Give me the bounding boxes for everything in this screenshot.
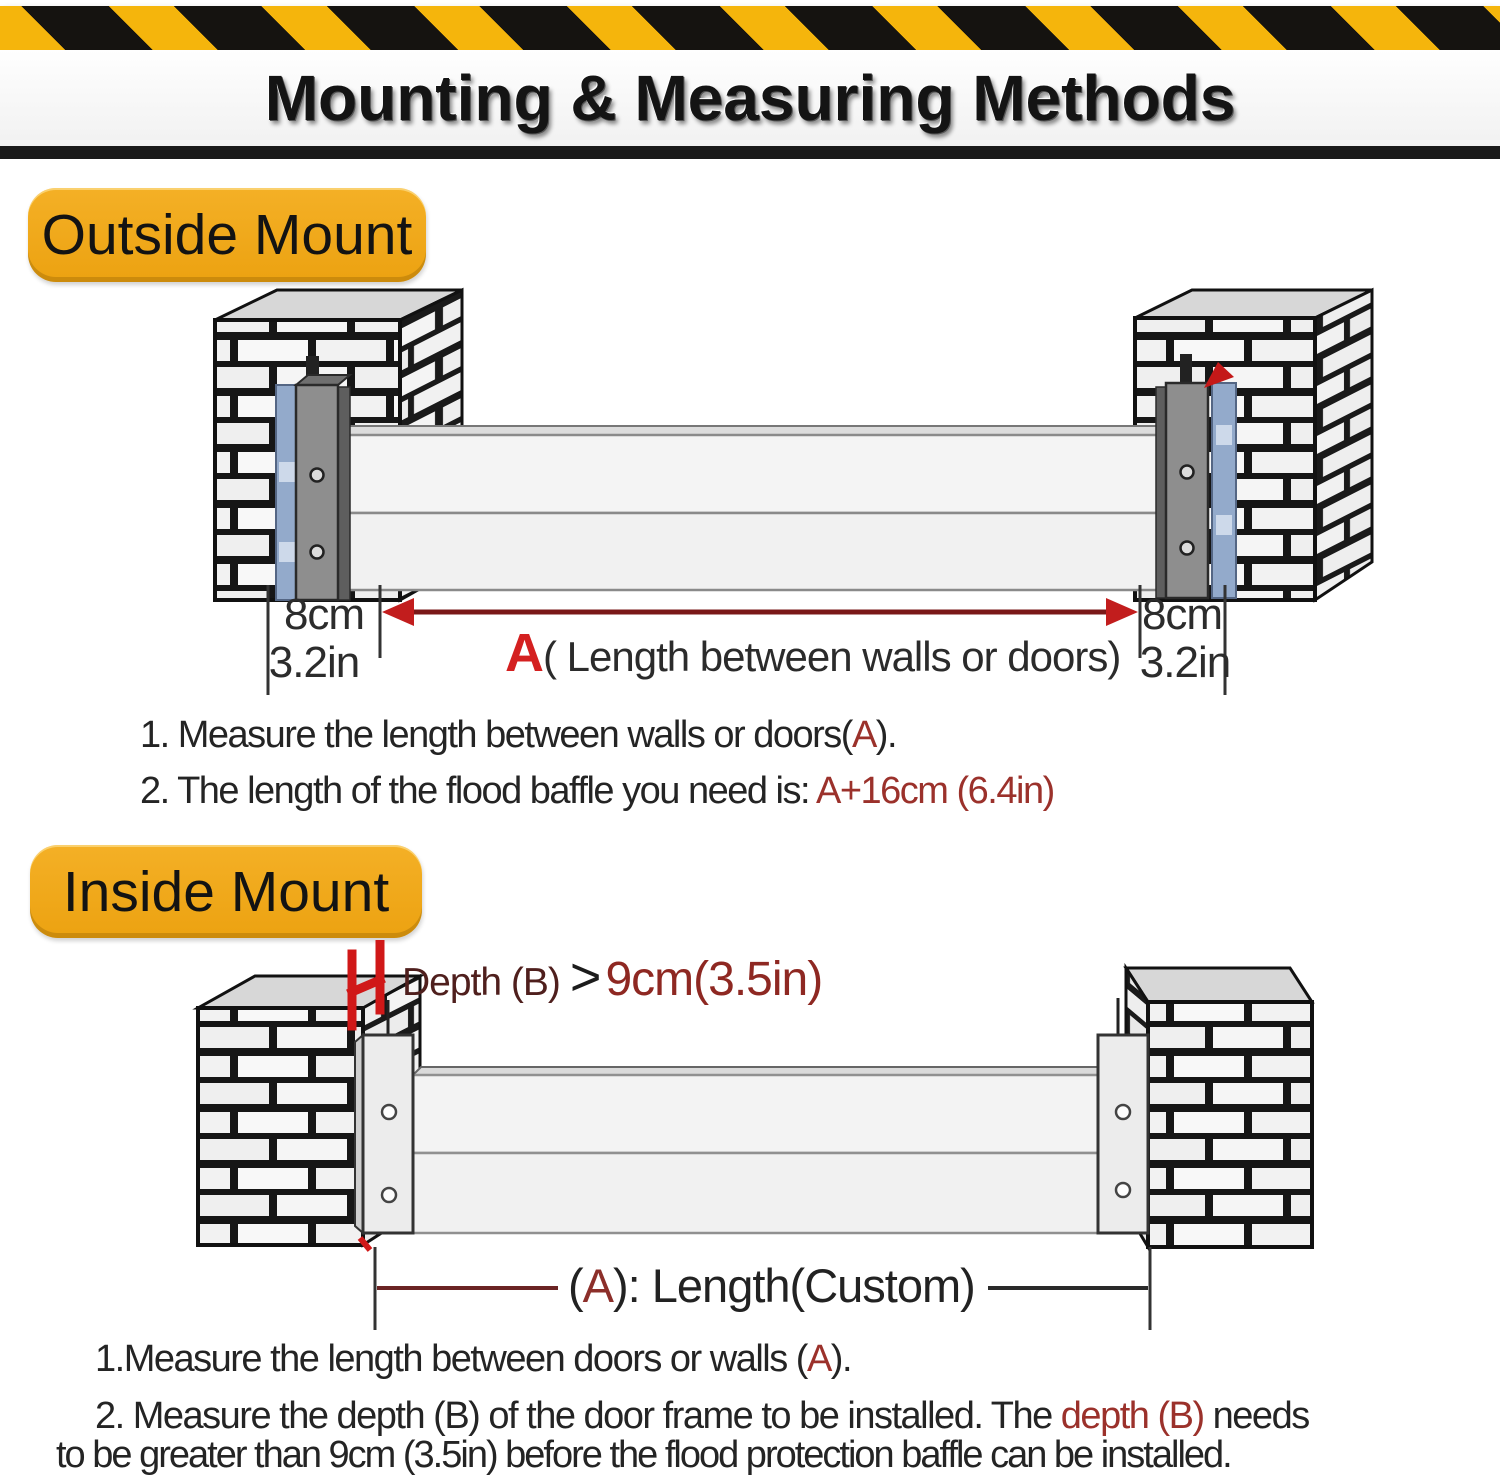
- right-mounting-channel: [1156, 383, 1208, 598]
- inside-step-3: to be greater than 9cm (3.5in) before the flood protection baffle can be installed.: [56, 1434, 1231, 1476]
- outside-step-1: 1. Measure the length between walls or doors(A).: [140, 714, 897, 756]
- span-label-a: A: [505, 623, 543, 683]
- screw-hole: [311, 546, 324, 559]
- page-title: Mounting & Measuring Methods: [264, 62, 1236, 134]
- outside-step-2: 2. The length of the flood baffle you need is: A+16cm (6.4in): [140, 770, 1054, 812]
- inside-barrier-panels: [413, 1067, 1106, 1233]
- arrowhead-left-icon: [382, 598, 414, 626]
- screw-hole: [1181, 542, 1194, 555]
- screw-hole: [1181, 466, 1194, 479]
- outside-mount-badge-label: Outside Mount: [41, 203, 413, 267]
- outside-right-offset-cm: 8cm: [1141, 590, 1223, 639]
- left-gasket-strip: [276, 385, 298, 600]
- right-wall-slot: [1180, 354, 1192, 386]
- outside-left-offset-in: 3.2in: [268, 638, 360, 687]
- inside-mount-badge-label: Inside Mount: [62, 859, 390, 924]
- inside-step-2: 2. Measure the depth (B) of the door frame to be installed. The depth (B) needs: [95, 1395, 1309, 1437]
- right-gasket-strip: [1212, 383, 1236, 598]
- hazard-stripe-banner: [0, 6, 1500, 50]
- inside-step-1: 1.Measure the length between doors or walls (A).: [95, 1338, 852, 1380]
- screw-hole: [311, 469, 324, 482]
- screw-hole: [382, 1188, 396, 1202]
- inside-left-channel: [355, 1000, 413, 1233]
- outside-barrier-panels: [330, 426, 1180, 590]
- inside-mount-badge: [30, 845, 422, 938]
- inside-length-label: ( A ): Length(Custom): [568, 1259, 975, 1312]
- outside-mount-badge: [28, 188, 426, 282]
- screw-hole: [1116, 1105, 1130, 1119]
- header-divider-bar: [0, 146, 1500, 159]
- screw-hole: [382, 1105, 396, 1119]
- span-label-text: ( Length between walls or doors): [543, 633, 1121, 680]
- left-mounting-channel: [296, 375, 350, 600]
- inside-right-pillar: [1126, 968, 1312, 1247]
- screw-hole: [1116, 1183, 1130, 1197]
- outside-left-offset-cm: 8cm: [283, 590, 365, 639]
- outside-span-label: [505, 622, 1120, 684]
- title-band: [0, 50, 1500, 146]
- depth-requirement-label: Depth (B) > 9cm(3.5in): [402, 947, 823, 1007]
- outside-right-offset-in: 3.2in: [1139, 638, 1231, 687]
